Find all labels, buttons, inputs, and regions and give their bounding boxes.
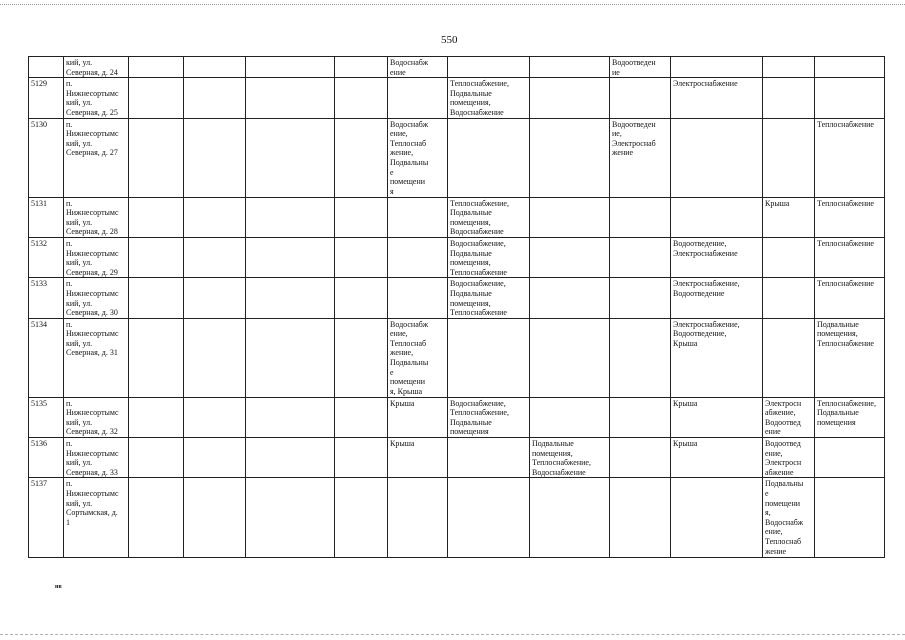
work-type-cell: [530, 237, 610, 277]
work-type-cell: [246, 57, 335, 78]
row-number-cell: 5132: [29, 237, 64, 277]
cell-text-line: Подвальны: [390, 358, 429, 368]
row-number-cell: 5129: [29, 78, 64, 118]
cell-text-line: Водоотведение,: [673, 238, 727, 248]
work-type-cell: [610, 478, 671, 558]
cell-text-line: я, Крыша: [390, 386, 423, 396]
cell-text-line: Северная, д. 25: [66, 107, 118, 117]
table-row: [29, 118, 885, 197]
cell-text-line: Нижнесортымс: [66, 448, 119, 458]
cell-text-line: ение,: [390, 329, 408, 339]
cell-text-line: Крыша: [673, 338, 698, 348]
cell-text-line: Электросн: [765, 458, 802, 468]
cell-text-line: Северная, д. 27: [66, 148, 118, 158]
cell-text-line: кий, ул.: [66, 338, 93, 348]
work-type-cell: [815, 318, 885, 397]
row-number-cell: 5134: [29, 318, 64, 397]
work-type-cell: [335, 318, 388, 397]
work-type-cell: [129, 438, 184, 478]
work-type-cell: [184, 438, 246, 478]
work-type-cell: [388, 57, 448, 78]
cell-text-line: Водоотведение: [673, 288, 725, 298]
work-type-cell: [530, 197, 610, 237]
address-cell: [64, 318, 129, 397]
cell-text-line: кий, ул.: [66, 458, 93, 468]
work-type-cell: [530, 478, 610, 558]
work-type-cell: [815, 478, 885, 558]
cell-text-line: п.: [66, 119, 73, 129]
work-type-cell: [530, 78, 610, 118]
work-type-cell: [246, 118, 335, 197]
cell-text-line: ение: [765, 427, 781, 437]
cell-text-line: Водоснабжение: [450, 107, 504, 117]
work-type-cell: [184, 118, 246, 197]
cell-text-line: помещения: [450, 427, 489, 437]
cell-text-line: Северная, д. 32: [66, 427, 118, 437]
cell-text-line: Водоотвед: [765, 439, 801, 449]
work-type-cell: [246, 78, 335, 118]
cell-text-line: Нижнесортымс: [66, 288, 119, 298]
cell-text-line: Нижнесортымс: [66, 329, 119, 339]
cell-text-line: Теплоснабжение: [450, 308, 507, 318]
work-type-cell: [610, 78, 671, 118]
cell-text-line: Подвальные: [450, 208, 492, 218]
cell-text-line: Водоснабжение,: [450, 238, 506, 248]
footer-mark: нв: [55, 584, 62, 590]
cell-text-line: ение,: [765, 448, 783, 458]
cell-text-line: п.: [66, 398, 73, 408]
cell-text-line: ие,: [612, 129, 622, 139]
cell-text-line: кий, ул.: [66, 417, 93, 427]
cell-text-line: Подвальные: [450, 88, 492, 98]
cell-text-line: п.: [66, 479, 73, 489]
row-number-cell: 5130: [29, 118, 64, 197]
work-type-cell: [335, 118, 388, 197]
work-type-cell: [610, 278, 671, 318]
cell-text-line: Нижнесортымс: [66, 129, 119, 139]
work-type-cell: [388, 478, 448, 558]
work-type-cell: [246, 397, 335, 437]
table-row: [29, 318, 885, 397]
work-type-cell: [763, 278, 815, 318]
cell-text-line: помещения,: [532, 448, 573, 458]
work-type-cell: [335, 78, 388, 118]
work-type-cell: [129, 197, 184, 237]
scan-top-edge: [0, 4, 905, 5]
work-type-cell: [246, 318, 335, 397]
cell-text-line: жение: [765, 546, 787, 556]
address-cell: [64, 278, 129, 318]
table-row: [29, 478, 885, 558]
work-type-cell: [671, 397, 763, 437]
row-number-cell: 5131: [29, 197, 64, 237]
work-type-cell: [388, 78, 448, 118]
cell-text-line: ение,: [390, 129, 408, 139]
cell-text-line: кий, ул.: [66, 498, 93, 508]
cell-text-line: Северная, д. 31: [66, 348, 118, 358]
work-type-cell: [610, 118, 671, 197]
work-type-cell: [448, 397, 530, 437]
work-type-cell: [184, 237, 246, 277]
cell-text-line: Крыша: [390, 398, 415, 408]
cell-text-line: кий, ул.: [66, 298, 93, 308]
work-type-cell: [129, 278, 184, 318]
cell-text-line: Нижнесортымс: [66, 489, 119, 499]
cell-text-line: помещения,: [450, 217, 491, 227]
work-type-cell: [388, 438, 448, 478]
row-number-cell: 5136: [29, 438, 64, 478]
work-type-cell: [671, 197, 763, 237]
work-type-cell: [610, 318, 671, 397]
table-row: [29, 278, 885, 318]
work-type-cell: [815, 278, 885, 318]
table-row: [29, 237, 885, 277]
work-type-cell: [335, 438, 388, 478]
work-type-cell: [671, 318, 763, 397]
work-type-cell: [530, 118, 610, 197]
work-type-cell: [610, 397, 671, 437]
cell-text-line: помещени: [765, 498, 801, 508]
cell-text-line: жение,: [390, 348, 414, 358]
cell-text-line: ие: [612, 67, 620, 77]
table-row: [29, 78, 885, 118]
cell-text-line: 1: [66, 517, 70, 527]
work-type-cell: [335, 397, 388, 437]
cell-text-line: помещени: [390, 177, 426, 187]
work-type-cell: [388, 197, 448, 237]
cell-text-line: Северная, д. 30: [66, 308, 118, 318]
cell-text-line: ение: [390, 67, 406, 77]
cell-text-line: Водоотведен: [612, 119, 656, 129]
work-type-cell: [184, 197, 246, 237]
work-type-cell: [530, 57, 610, 78]
cell-text-line: Теплоснабжение,: [532, 458, 591, 468]
work-type-cell: [184, 278, 246, 318]
work-type-cell: [610, 237, 671, 277]
register-table-body: [29, 57, 885, 558]
work-type-cell: [448, 478, 530, 558]
address-cell: [64, 478, 129, 558]
work-type-cell: [184, 478, 246, 558]
cell-text-line: Водоснабжение: [450, 227, 504, 237]
cell-text-line: кий, ул.: [66, 258, 93, 268]
cell-text-line: жение,: [390, 148, 414, 158]
cell-text-line: Подвальные: [450, 248, 492, 258]
work-type-cell: [610, 197, 671, 237]
work-type-cell: [246, 478, 335, 558]
work-type-cell: [671, 237, 763, 277]
cell-text-line: Северная, д. 29: [66, 267, 118, 277]
cell-text-line: кий, ул.: [66, 217, 93, 227]
work-type-cell: [448, 237, 530, 277]
cell-text-line: Теплоснабжение,: [450, 408, 509, 418]
work-type-cell: [129, 57, 184, 78]
work-type-cell: [530, 318, 610, 397]
cell-text-line: я: [390, 186, 394, 196]
cell-text-line: Подвальные: [817, 319, 859, 329]
cell-text-line: помещени: [390, 377, 426, 387]
address-cell: [64, 118, 129, 197]
table-row: [29, 397, 885, 437]
cell-text-line: Электроснабжение: [673, 79, 738, 89]
work-type-cell: [448, 318, 530, 397]
cell-text-line: е: [390, 367, 394, 377]
work-type-cell: [129, 397, 184, 437]
work-type-cell: [610, 57, 671, 78]
scan-bottom-edge: [0, 634, 905, 635]
row-number-cell: 5137: [29, 478, 64, 558]
register-table: [28, 56, 885, 558]
cell-text-line: Водоотведен: [612, 58, 656, 67]
work-type-cell: [671, 57, 763, 78]
cell-text-line: Нижнесортымс: [66, 408, 119, 418]
row-number-cell: [29, 57, 64, 78]
work-type-cell: [246, 197, 335, 237]
work-type-cell: [815, 397, 885, 437]
work-type-cell: [671, 438, 763, 478]
cell-text-line: помещения,: [817, 329, 858, 339]
work-type-cell: [763, 237, 815, 277]
cell-text-line: Теплоснабжение: [817, 198, 874, 208]
work-type-cell: [763, 197, 815, 237]
cell-text-line: абжение,: [765, 408, 796, 418]
cell-text-line: Водоснабж: [390, 319, 429, 329]
cell-text-line: я,: [765, 508, 771, 518]
cell-text-line: Теплоснаб: [765, 537, 802, 546]
cell-text-line: Электроснаб: [612, 138, 656, 148]
cell-text-line: Теплоснабжение: [817, 119, 874, 129]
cell-text-line: Водоотвед: [765, 417, 801, 427]
work-type-cell: [671, 278, 763, 318]
work-type-cell: [246, 237, 335, 277]
work-type-cell: [388, 237, 448, 277]
work-type-cell: [388, 278, 448, 318]
work-type-cell: [335, 278, 388, 318]
address-cell: [64, 397, 129, 437]
cell-text-line: жение: [612, 148, 634, 158]
table-row: [29, 438, 885, 478]
cell-text-line: кий, ул.: [66, 138, 93, 148]
address-cell: [64, 57, 129, 78]
work-type-cell: [129, 478, 184, 558]
cell-text-line: Нижнесортымс: [66, 248, 119, 258]
cell-text-line: кий, ул.: [66, 98, 93, 108]
cell-text-line: Северная, д. 28: [66, 227, 118, 237]
work-type-cell: [763, 478, 815, 558]
work-type-cell: [246, 278, 335, 318]
work-type-cell: [815, 237, 885, 277]
cell-text-line: Водоснабж: [765, 517, 804, 527]
cell-text-line: п.: [66, 238, 73, 248]
cell-text-line: Электросн: [765, 398, 802, 408]
work-type-cell: [129, 237, 184, 277]
cell-text-line: Крыша: [390, 439, 415, 449]
address-cell: [64, 78, 129, 118]
cell-text-line: Крыша: [673, 439, 698, 449]
cell-text-line: Северная, д. 33: [66, 467, 118, 477]
work-type-cell: [184, 318, 246, 397]
work-type-cell: [129, 318, 184, 397]
work-type-cell: [184, 57, 246, 78]
cell-text-line: Теплоснабжение: [817, 238, 874, 248]
cell-text-line: Крыша: [673, 398, 698, 408]
cell-text-line: Теплоснабжение,: [450, 79, 509, 89]
cell-text-line: п.: [66, 439, 73, 449]
work-type-cell: [763, 57, 815, 78]
cell-text-line: Теплоснаб: [390, 138, 427, 148]
cell-text-line: кий, ул.: [66, 58, 93, 67]
cell-text-line: Теплоснабжение: [817, 279, 874, 289]
page-number: 550: [441, 34, 458, 46]
cell-text-line: п.: [66, 198, 73, 208]
work-type-cell: [530, 438, 610, 478]
cell-text-line: Нижнесортымс: [66, 208, 119, 218]
cell-text-line: помещения: [817, 417, 856, 427]
cell-text-line: Электроснабжение: [673, 248, 738, 258]
cell-text-line: Нижнесортымс: [66, 88, 119, 98]
cell-text-line: ение,: [765, 527, 783, 537]
cell-text-line: Теплоснабжение,: [817, 398, 876, 408]
cell-text-line: Подвальные: [450, 417, 492, 427]
work-type-cell: [530, 278, 610, 318]
work-type-cell: [388, 318, 448, 397]
work-type-cell: [763, 118, 815, 197]
work-type-cell: [184, 397, 246, 437]
work-type-cell: [815, 118, 885, 197]
table-row: [29, 197, 885, 237]
cell-text-line: е: [390, 167, 394, 177]
work-type-cell: [184, 78, 246, 118]
cell-text-line: Водоснабжение: [532, 467, 586, 477]
cell-text-line: Водоотведение,: [673, 329, 727, 339]
work-type-cell: [815, 197, 885, 237]
cell-text-line: Водоснабж: [390, 119, 429, 129]
work-type-cell: [763, 397, 815, 437]
cell-text-line: помещения,: [450, 298, 491, 308]
work-type-cell: [129, 118, 184, 197]
table-row: [29, 57, 885, 78]
cell-text-line: абжение: [765, 467, 794, 477]
cell-text-line: Теплоснабжение,: [450, 198, 509, 208]
work-type-cell: [763, 438, 815, 478]
work-type-cell: [671, 478, 763, 558]
work-type-cell: [448, 197, 530, 237]
work-type-cell: [610, 438, 671, 478]
work-type-cell: [763, 78, 815, 118]
cell-text-line: Электроснабжение,: [673, 279, 740, 289]
work-type-cell: [671, 118, 763, 197]
cell-text-line: Водоснабжение,: [450, 398, 506, 408]
cell-text-line: Теплоснаб: [390, 338, 427, 348]
work-type-cell: [671, 78, 763, 118]
cell-text-line: Подвальные: [817, 408, 859, 418]
cell-text-line: Сортымская, д.: [66, 508, 118, 518]
cell-text-line: Подвальные: [450, 288, 492, 298]
cell-text-line: п.: [66, 319, 73, 329]
work-type-cell: [815, 438, 885, 478]
work-type-cell: [763, 318, 815, 397]
cell-text-line: Водоснабж: [390, 58, 429, 67]
work-type-cell: [448, 118, 530, 197]
cell-text-line: Водоснабжение,: [450, 279, 506, 289]
work-type-cell: [530, 397, 610, 437]
cell-text-line: Подвальны: [765, 479, 804, 489]
work-type-cell: [815, 57, 885, 78]
work-type-cell: [335, 237, 388, 277]
address-cell: [64, 438, 129, 478]
work-type-cell: [335, 478, 388, 558]
row-number-cell: 5133: [29, 278, 64, 318]
work-type-cell: [388, 118, 448, 197]
cell-text-line: Теплоснабжение: [450, 267, 507, 277]
cell-text-line: Крыша: [765, 198, 790, 208]
cell-text-line: Северная, д. 24: [66, 67, 118, 77]
work-type-cell: [335, 57, 388, 78]
cell-text-line: Подвальны: [390, 157, 429, 167]
cell-text-line: п.: [66, 79, 73, 89]
row-number-cell: 5135: [29, 397, 64, 437]
work-type-cell: [448, 438, 530, 478]
cell-text-line: помещения,: [450, 258, 491, 268]
cell-text-line: помещения,: [450, 98, 491, 108]
work-type-cell: [448, 78, 530, 118]
address-cell: [64, 237, 129, 277]
cell-text-line: Подвальные: [532, 439, 574, 449]
work-type-cell: [448, 57, 530, 78]
work-type-cell: [448, 278, 530, 318]
cell-text-line: е: [765, 489, 769, 499]
work-type-cell: [335, 197, 388, 237]
cell-text-line: Теплоснабжение: [817, 338, 874, 348]
work-type-cell: [388, 397, 448, 437]
work-type-cell: [129, 78, 184, 118]
address-cell: [64, 197, 129, 237]
cell-text-line: Электроснабжение,: [673, 319, 740, 329]
work-type-cell: [815, 78, 885, 118]
cell-text-line: п.: [66, 279, 73, 289]
work-type-cell: [246, 438, 335, 478]
